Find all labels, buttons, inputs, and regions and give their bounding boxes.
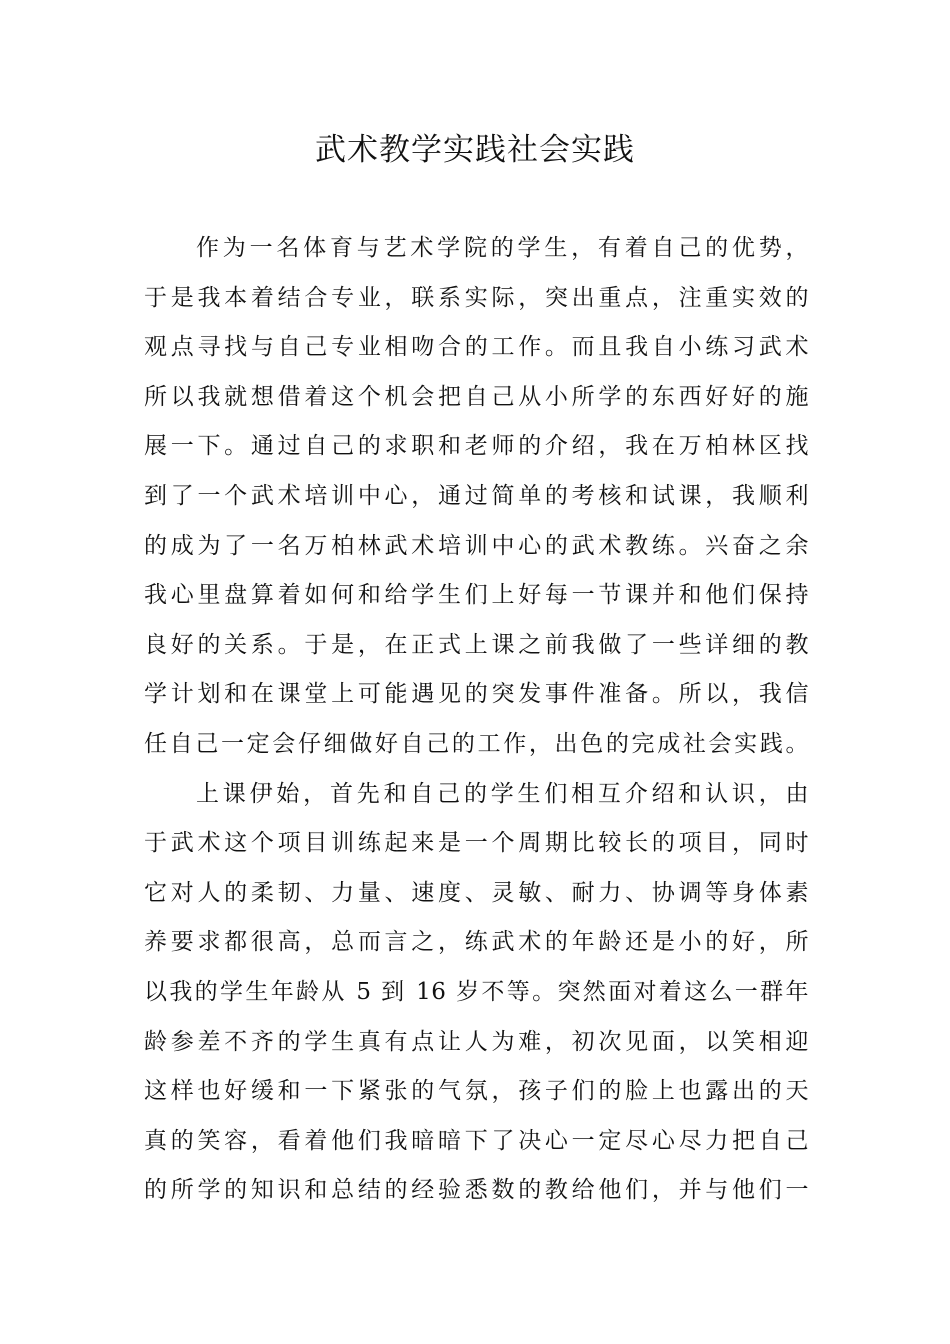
paragraph-line: 于是我本着结合专业，联系实际，突出重点，注重实效的 bbox=[144, 284, 809, 311]
paragraph-line: 这样也好缓和一下紧张的气氛，孩子们的脸上也露出的天 bbox=[144, 1078, 809, 1105]
paragraph-line: 作为一名体育与艺术学院的学生，有着自己的优势， bbox=[196, 235, 809, 261]
paragraph-line: 任自己一定会仔细做好自己的工作，出色的完成社会实践。 bbox=[144, 730, 809, 757]
paragraph-line: 以我的学生年龄从 5 到 16 岁不等。突然面对着这么一群年 bbox=[144, 978, 809, 1005]
paragraph-line: 龄参差不齐的学生真有点让人为难，初次见面，以笑相迎 bbox=[144, 1028, 809, 1055]
paragraph-line: 到了一个武术培训中心，通过简单的考核和试课，我顺利 bbox=[144, 482, 809, 509]
document-title: 武术教学实践社会实践 bbox=[315, 132, 635, 168]
paragraph-line: 良好的关系。于是，在正式上课之前我做了一些详细的教 bbox=[144, 631, 809, 658]
paragraph-line: 养要求都很高，总而言之，练武术的年龄还是小的好，所 bbox=[144, 929, 809, 956]
paragraph-line: 所以我就想借着这个机会把自己从小所学的东西好好的施 bbox=[144, 383, 809, 410]
paragraph-line: 它对人的柔韧、力量、速度、灵敏、耐力、协调等身体素 bbox=[144, 879, 809, 906]
paragraph-line: 的成为了一名万柏林武术培训中心的武术教练。兴奋之余 bbox=[144, 532, 809, 559]
paragraph-line: 我心里盘算着如何和给学生们上好每一节课并和他们保持 bbox=[144, 582, 809, 609]
paragraph-line: 于武术这个项目训练起来是一个周期比较长的项目，同时 bbox=[144, 830, 809, 857]
paragraph-line: 学计划和在课堂上可能遇见的突发事件准备。所以，我信 bbox=[144, 681, 809, 708]
paragraph-line: 的所学的知识和总结的经验悉数的教给他们，并与他们一 bbox=[144, 1177, 809, 1204]
paragraph-line: 上课伊始，首先和自己的学生们相互介绍和认识，由 bbox=[196, 780, 809, 807]
paragraph-2 bbox=[144, 770, 809, 1216]
paragraph-1 bbox=[144, 224, 809, 770]
document-body bbox=[144, 224, 809, 1216]
paragraph-line: 观点寻找与自己专业相吻合的工作。而且我自小练习武术 bbox=[144, 334, 809, 361]
paragraph-line: 真的笑容，看着他们我暗暗下了决心一定尽心尽力把自己 bbox=[144, 1127, 809, 1154]
paragraph-line: 展一下。通过自己的求职和老师的介绍，我在万柏林区找 bbox=[144, 433, 809, 460]
